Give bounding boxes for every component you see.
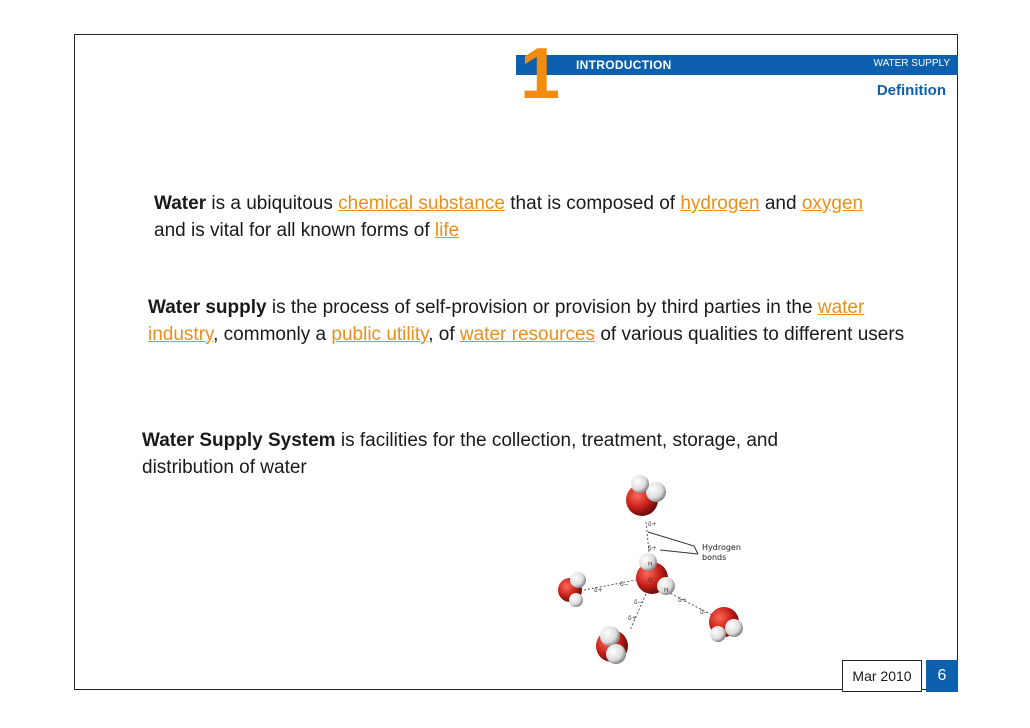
link-hydrogen[interactable]: hydrogen [680,193,760,214]
charge-label: δ+ [648,545,657,552]
topic-label: WATER SUPPLY [873,58,950,69]
text: is the process of self-provision or provision by third parties in the [266,297,818,318]
charge-label: δ+ [648,521,657,528]
text: , of [428,324,460,345]
text: and is vital for all known forms of [154,220,435,241]
chapter-number: 1 [520,34,561,114]
paragraph-water-definition [154,190,874,244]
charge-label: δ+ [594,587,603,594]
charge-label: δ− [700,609,709,616]
charge-label: δ+ [678,597,687,604]
figure-label-line1: Hydrogen [702,543,741,552]
chapter-title: INTRODUCTION [576,58,672,72]
link-public-utility[interactable]: public utility [331,324,429,345]
water-molecule-top [626,475,666,516]
atom-label-h: H [648,561,653,568]
text: of various qualities to different users [595,324,905,345]
link-chemical-substance[interactable]: chemical substance [338,193,505,214]
link-oxygen[interactable]: oxygen [801,193,864,214]
water-molecule-left [558,572,586,607]
water-molecule-right [709,607,743,642]
term-water: Water [154,193,207,214]
term-water-supply: Water supply [148,297,267,318]
page-number: 6 [926,660,958,692]
water-molecule-bottom [596,626,628,664]
charge-label: δ− [620,581,629,588]
slide-frame [74,34,958,690]
atom-label-h: H [664,587,669,594]
water-molecule-hydrogen-bonds-figure [548,470,788,670]
term-water-supply-system: Water Supply System [142,430,336,451]
link-water-resources[interactable]: water resources [459,324,596,345]
charge-label: δ− [634,599,643,606]
atom-label-o: O [648,577,653,584]
text: , commonly a [213,324,332,345]
text: is facilities for the collection, treatment, storage, and distribution of water [142,430,779,478]
charge-label: δ+ [628,615,637,622]
link-water-industry[interactable]: water industry [148,297,865,345]
paragraph-water-supply-definition [148,294,908,348]
water-molecule-center [636,553,675,595]
link-life[interactable]: life [434,220,460,241]
subsection-title: Definition [876,82,946,99]
text: that is composed of [505,193,681,214]
text: and [759,193,802,214]
text: is a ubiquitous [206,193,339,214]
footer-date: Mar 2010 [842,660,922,692]
figure-label-line2: bonds [702,553,727,562]
